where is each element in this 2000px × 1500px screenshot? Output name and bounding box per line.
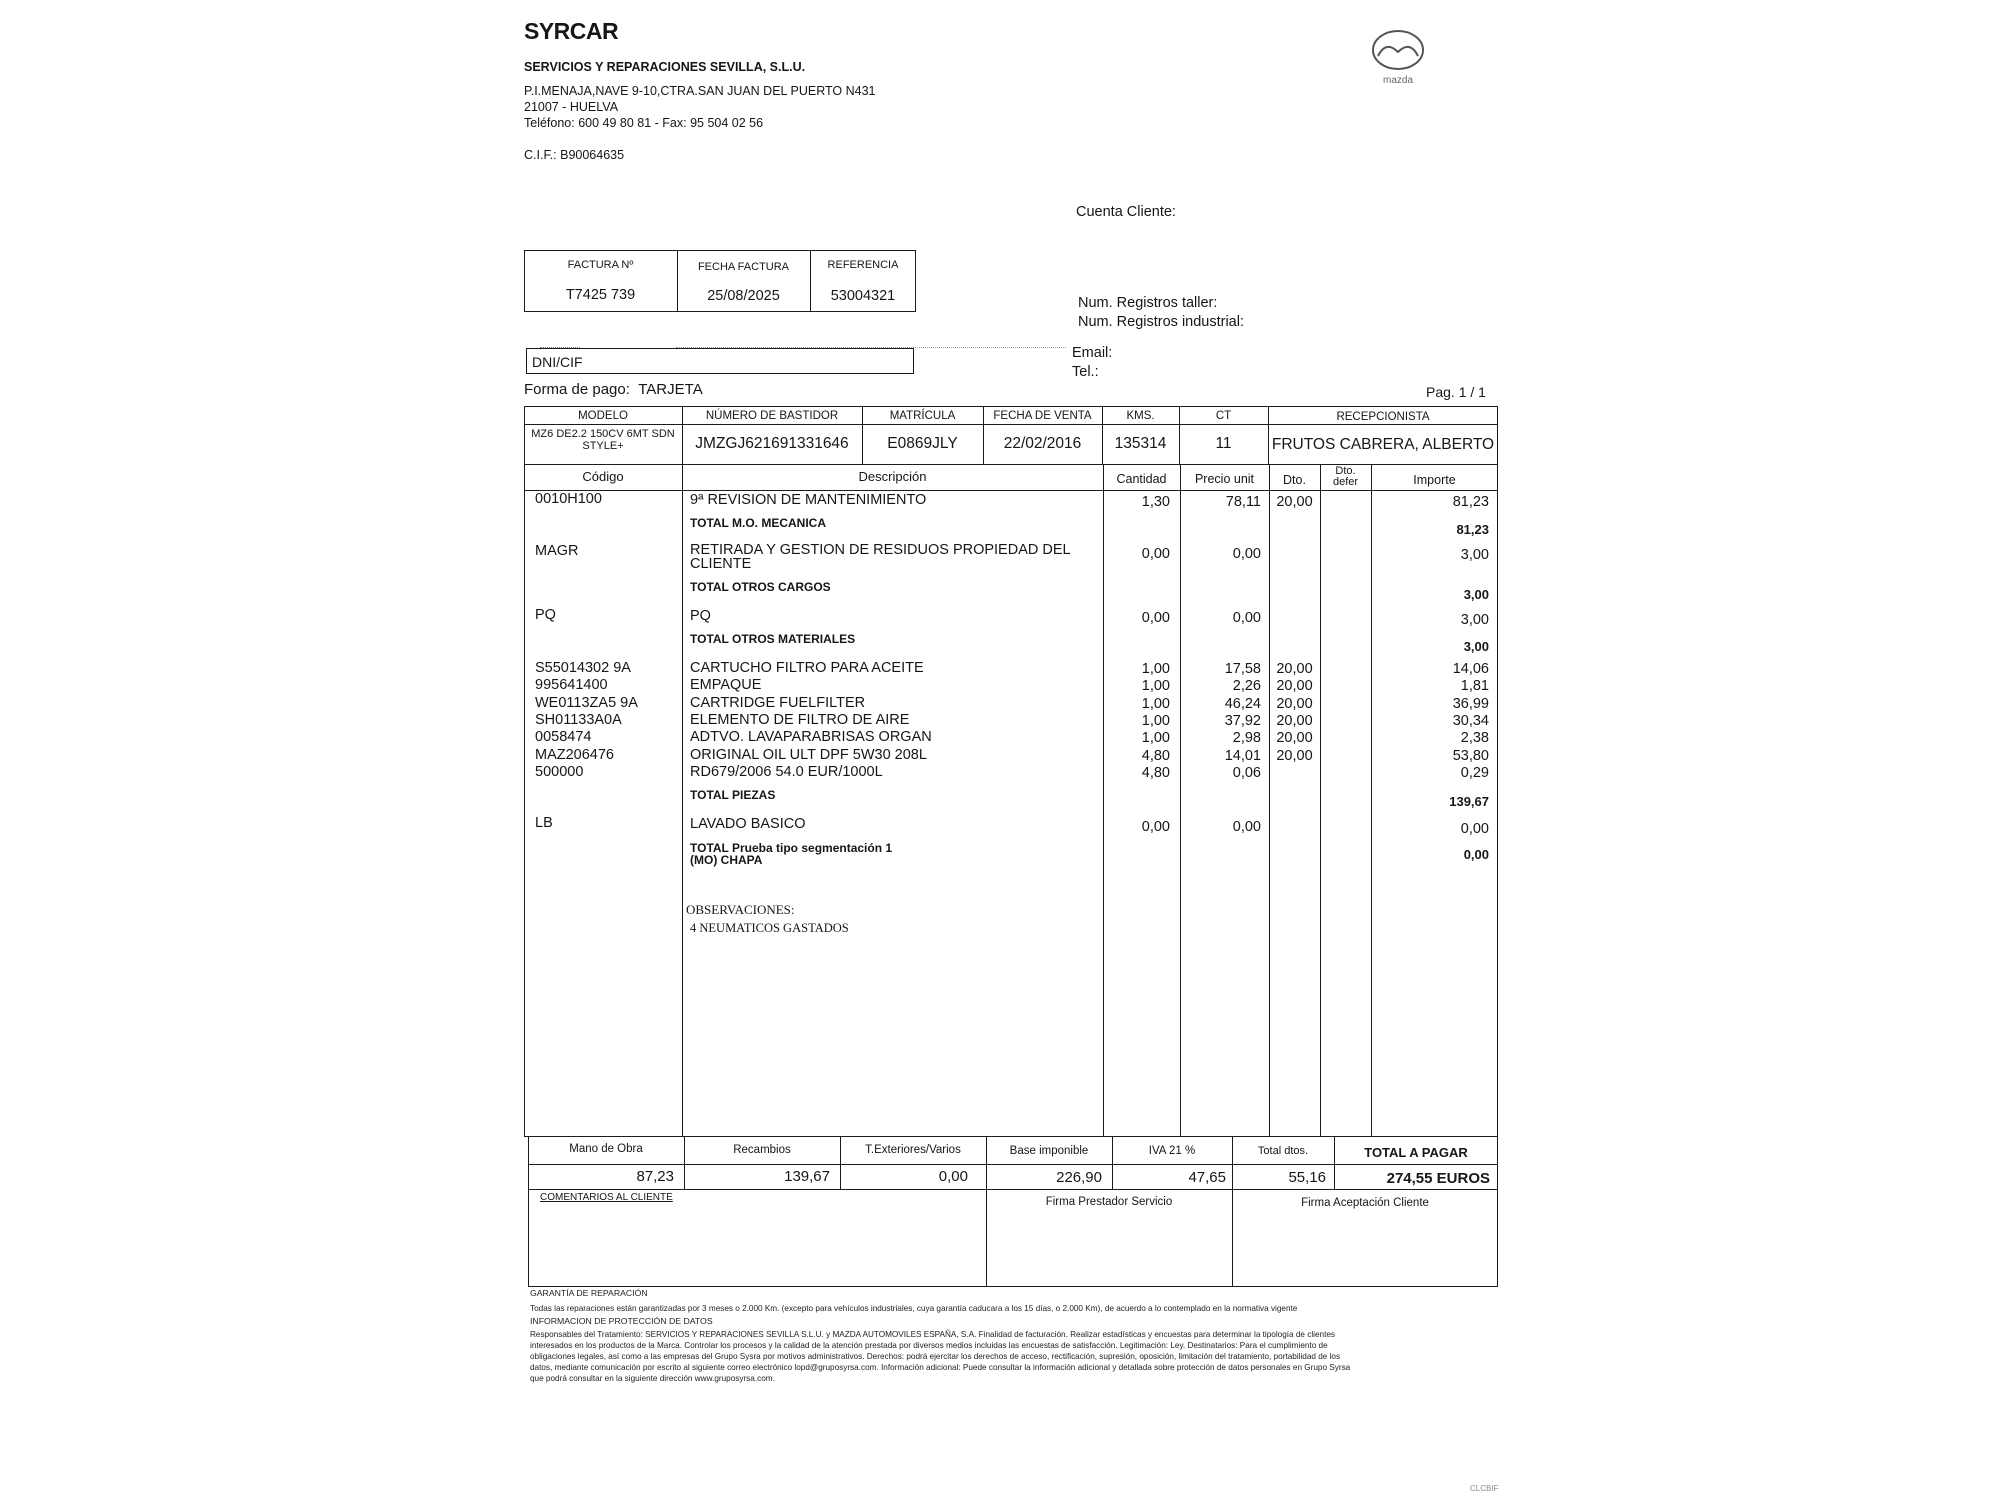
th-recambios: Recambios	[733, 1144, 791, 1156]
t4-label: TOTAL PIEZAS	[690, 788, 776, 802]
part-importe: 14,06	[1452, 661, 1489, 677]
company-city: 21007 - HUELVA	[524, 100, 619, 114]
vh-bastidor: NÚMERO DE BASTIDOR	[705, 410, 839, 422]
t4-value: 139,67	[1449, 794, 1489, 809]
l2-desc: RETIRADA Y GESTION DE RESIDUOS PROPIEDAD DEL	[690, 542, 1071, 558]
part-cant: 1,00	[1141, 661, 1170, 677]
firma-prestador: Firma Prestador Servicio	[1045, 1196, 1173, 1208]
part-cant: 1,00	[1141, 678, 1170, 695]
part-codigo: MAZ206476	[535, 746, 614, 763]
part-desc: ORIGINAL OIL ULT DPF 5W30 208L	[690, 746, 927, 763]
forma-pago-label: Forma de pago:	[524, 381, 630, 398]
total-recambios: 139,67	[784, 1168, 830, 1185]
referencia: 53004321	[830, 288, 896, 304]
total-dtos: 55,16	[1288, 1169, 1326, 1186]
vh-matricula: MATRÍCULA	[889, 410, 956, 422]
part-dto: 20,00	[1276, 747, 1313, 764]
l5-precio: 0,00	[1232, 819, 1261, 835]
factura-label: FACTURA Nº	[567, 259, 634, 271]
l3-codigo: PQ	[535, 607, 556, 623]
referencia-label: REFERENCIA	[827, 259, 899, 271]
comentarios-cliente: COMENTARIOS AL CLIENTE	[540, 1192, 673, 1203]
total-mano-obra: 87,23	[636, 1168, 674, 1185]
total-exteriores: 0,00	[938, 1168, 968, 1185]
part-importe: 2,38	[1460, 730, 1489, 747]
part-importe: 30,34	[1452, 712, 1489, 729]
dni-box	[526, 348, 914, 374]
l5-importe: 0,00	[1460, 821, 1489, 837]
proteccion-p1: Responsables del Tratamiento: SERVICIOS Y REPARACIONES SEVILLA S.L.U. y MAZDA AUTOMOVILES ESPAÑA, S.A. Finalidad de facturación. Realizar estadísticas y encuestas para determinar la tipología de clientes	[530, 1330, 1336, 1339]
total-base: 226,90	[1056, 1169, 1102, 1186]
part-importe: 1,81	[1460, 678, 1489, 695]
part-cant: 4,80	[1141, 747, 1170, 764]
ih-dto-defer: Dto. defer	[1332, 465, 1359, 488]
part-dto: 20,00	[1276, 730, 1313, 747]
l1-desc: 9ª REVISION DE MANTENIMIENTO	[690, 492, 927, 508]
proteccion-p4: datos, mediante comunicación por escrito al siguiente correo electrónico lopd@gruposyrsa.com. Información adicional: Puede consultar la información adicional y detallada sobre protección de datos personales en Grupo Syrsa	[530, 1363, 1351, 1372]
garantia-text: Todas las reparaciones están garantizadas por 3 meses o 2.000 Km. (excepto para vehículos industriales, cuya garantía caducara a los 15 días, o 2.000 Km), de acuerdo a lo contemplado en la normativa vigente	[530, 1304, 1298, 1313]
vh-recepcionista: RECEPCIONISTA	[1336, 411, 1430, 423]
part-importe: 53,80	[1452, 747, 1489, 764]
t5-label: TOTAL Prueba tipo segmentación 1	[690, 841, 893, 855]
part-cant: 1,00	[1141, 695, 1170, 712]
fecha-factura-label: FECHA FACTURA	[697, 261, 790, 273]
vehicle-modelo: MZ6 DE2.2 150CV 6MT SDN STYLE+	[531, 428, 675, 452]
registros-industrial: Num. Registros industrial:	[1078, 314, 1244, 330]
part-desc: ADTVO. LAVAPARABRISAS ORGAN	[690, 729, 932, 746]
registros-taller: Num. Registros taller:	[1078, 295, 1218, 311]
mazda-logo-icon	[1368, 26, 1428, 86]
t5-label2: (MO) CHAPA	[690, 853, 763, 867]
part-dto: 20,00	[1276, 712, 1313, 729]
part-precio: 37,92	[1224, 712, 1261, 729]
part-importe: 0,29	[1460, 764, 1489, 781]
part-desc: CARTRIDGE FUELFILTER	[690, 694, 866, 711]
firma-cliente: Firma Aceptación Cliente	[1301, 1197, 1429, 1209]
l5-cant: 0,00	[1141, 819, 1170, 835]
part-desc: EMPAQUE	[690, 677, 762, 694]
l2-importe: 3,00	[1460, 547, 1489, 563]
company-cif: C.I.F.: B90064635	[524, 148, 625, 162]
mazda-logo-text: mazda	[1382, 75, 1414, 86]
total-iva: 47,65	[1188, 1169, 1226, 1186]
l1-cant: 1,30	[1141, 494, 1170, 510]
l1-importe: 81,23	[1452, 494, 1489, 510]
th-base: Base imponible	[1009, 1145, 1089, 1157]
ih-precio: Precio unit	[1194, 472, 1255, 486]
part-precio: 2,98	[1232, 730, 1261, 747]
part-dto: 20,00	[1276, 695, 1313, 712]
part-precio: 0,06	[1232, 764, 1261, 781]
part-codigo: S55014302 9A	[535, 660, 631, 676]
part-precio: 17,58	[1224, 661, 1261, 677]
th-iva: IVA 21 %	[1148, 1145, 1196, 1157]
l1-codigo: 0010H100	[535, 491, 602, 507]
th-mano-obra: Mano de Obra	[569, 1143, 643, 1155]
forma-pago-value: TARJETA	[638, 381, 703, 398]
part-desc: CARTUCHO FILTRO PARA ACEITE	[690, 660, 924, 676]
part-desc: RD679/2006 54.0 EUR/1000L	[690, 763, 883, 780]
part-dto: 20,00	[1276, 661, 1313, 677]
ih-codigo: Código	[582, 469, 624, 484]
part-codigo: SH01133A0A	[535, 711, 622, 728]
vehicle-bastidor: JMZGJ621691331646	[695, 435, 849, 452]
part-desc: ELEMENTO DE FILTRO DE AIRE	[690, 711, 910, 728]
t5-value: 0,00	[1463, 847, 1489, 862]
factura-number: T7425 739	[565, 287, 636, 303]
forma-pago	[524, 381, 703, 398]
t2-value: 3,00	[1463, 587, 1489, 602]
l3-desc: PQ	[690, 608, 711, 624]
l2-precio: 0,00	[1232, 546, 1261, 562]
l2-desc2: CLIENTE	[690, 556, 752, 572]
vh-fecha-venta: FECHA DE VENTA	[993, 410, 1092, 422]
footer-mark: CLCBIF	[1470, 1484, 1499, 1493]
page-number: Pag. 1 / 1	[1426, 384, 1486, 400]
l5-desc: LAVADO BASICO	[690, 816, 806, 832]
l1-precio: 78,11	[1225, 494, 1261, 510]
observaciones-text: 4 NEUMATICOS GASTADOS	[690, 921, 849, 935]
th-dtos: Total dtos.	[1257, 1145, 1309, 1157]
ih-importe: Importe	[1413, 473, 1456, 487]
mazda-logo	[1368, 26, 1428, 86]
tel-label: Tel.:	[1072, 364, 1099, 380]
part-codigo: 995641400	[535, 677, 608, 694]
l3-importe: 3,00	[1460, 612, 1489, 628]
ih-descripcion: Descripción	[858, 469, 927, 484]
part-precio: 14,01	[1224, 747, 1261, 764]
garantia-title: GARANTÍA DE REPARACIÓN	[530, 1288, 648, 1298]
part-cant: 4,80	[1141, 764, 1170, 781]
observaciones-label: OBSERVACIONES:	[686, 902, 795, 917]
vehicle-kms: 135314	[1114, 435, 1167, 452]
ih-cantidad: Cantidad	[1116, 472, 1167, 486]
t3-value: 3,00	[1463, 639, 1489, 654]
proteccion-p5: que podrá consultar en la siguiente dirección www.gruposyrsa.com.	[530, 1374, 775, 1383]
l5-codigo: LB	[535, 815, 553, 831]
vehicle-matricula: E0869JLY	[887, 435, 958, 452]
company-name: SYRCAR	[524, 18, 619, 44]
l1-dto: 20,00	[1276, 494, 1313, 510]
proteccion-p3: obligaciones legales, así como a las empresas del Grupo Sysra por motivos administrativos. Derechos: podrá ejercitar los derechos de acceso, rectificación, supresión, oposición, limitación del tratamiento, portabilidad de los	[530, 1352, 1341, 1361]
proteccion-title: INFORMACION DE PROTECCIÓN DE DATOS	[530, 1316, 713, 1326]
l3-cant: 0,00	[1141, 610, 1170, 626]
t3-label: TOTAL OTROS MATERIALES	[690, 632, 856, 646]
part-cant: 1,00	[1141, 730, 1170, 747]
vehicle-recepcionista: FRUTOS CABRERA, ALBERTO	[1271, 436, 1495, 453]
company-address: P.I.MENAJA,NAVE 9-10,CTRA.SAN JUAN DEL PUERTO N431	[524, 84, 876, 98]
vehicle-fecha-venta: 22/02/2016	[1003, 435, 1082, 452]
part-cant: 1,00	[1141, 712, 1170, 729]
vh-kms: KMS.	[1126, 410, 1155, 422]
vehicle-ct: 11	[1215, 435, 1232, 452]
part-precio: 46,24	[1224, 695, 1261, 712]
th-exteriores: T.Exteriores/Varios	[865, 1144, 961, 1156]
email-label: Email:	[1072, 345, 1113, 361]
part-importe: 36,99	[1452, 695, 1489, 712]
dni-label: DNI/CIF	[532, 354, 583, 370]
vh-modelo: MODELO	[578, 410, 628, 422]
total-a-pagar: 274,55 EUROS	[1386, 1170, 1490, 1187]
cuenta-cliente-label: Cuenta Cliente:	[1076, 204, 1176, 220]
fecha-factura: 25/08/2025	[707, 288, 780, 304]
t1-label: TOTAL M.O. MECANICA	[690, 516, 826, 530]
t1-value: 81,23	[1456, 522, 1489, 537]
part-codigo: 500000	[535, 763, 584, 780]
part-codigo: WE0113ZA5 9A	[535, 694, 638, 711]
l2-codigo: MAGR	[535, 543, 579, 559]
vh-ct: CT	[1215, 410, 1232, 422]
company-legal-name: SERVICIOS Y REPARACIONES SEVILLA, S.L.U.	[524, 60, 806, 74]
l2-cant: 0,00	[1141, 546, 1170, 562]
part-dto: 20,00	[1276, 678, 1313, 695]
th-total: TOTAL A PAGAR	[1364, 1145, 1468, 1160]
proteccion-p2: interesados en los productos de la Marca. Controlar los procesos y la calidad de la atención prestada por diversos medios incluidas las encuestas de satisfacción. Legitimación: Ley. Destinatarios: Para el cumplimiento de	[530, 1341, 1328, 1350]
part-precio: 2,26	[1232, 678, 1261, 695]
ih-dto: Dto.	[1283, 473, 1306, 487]
company-phones: Teléfono: 600 49 80 81 - Fax: 95 504 02 56	[524, 116, 764, 130]
items-table	[524, 465, 1498, 1137]
l3-precio: 0,00	[1232, 610, 1261, 626]
part-codigo: 0058474	[535, 729, 592, 746]
t2-label: TOTAL OTROS CARGOS	[690, 580, 831, 594]
